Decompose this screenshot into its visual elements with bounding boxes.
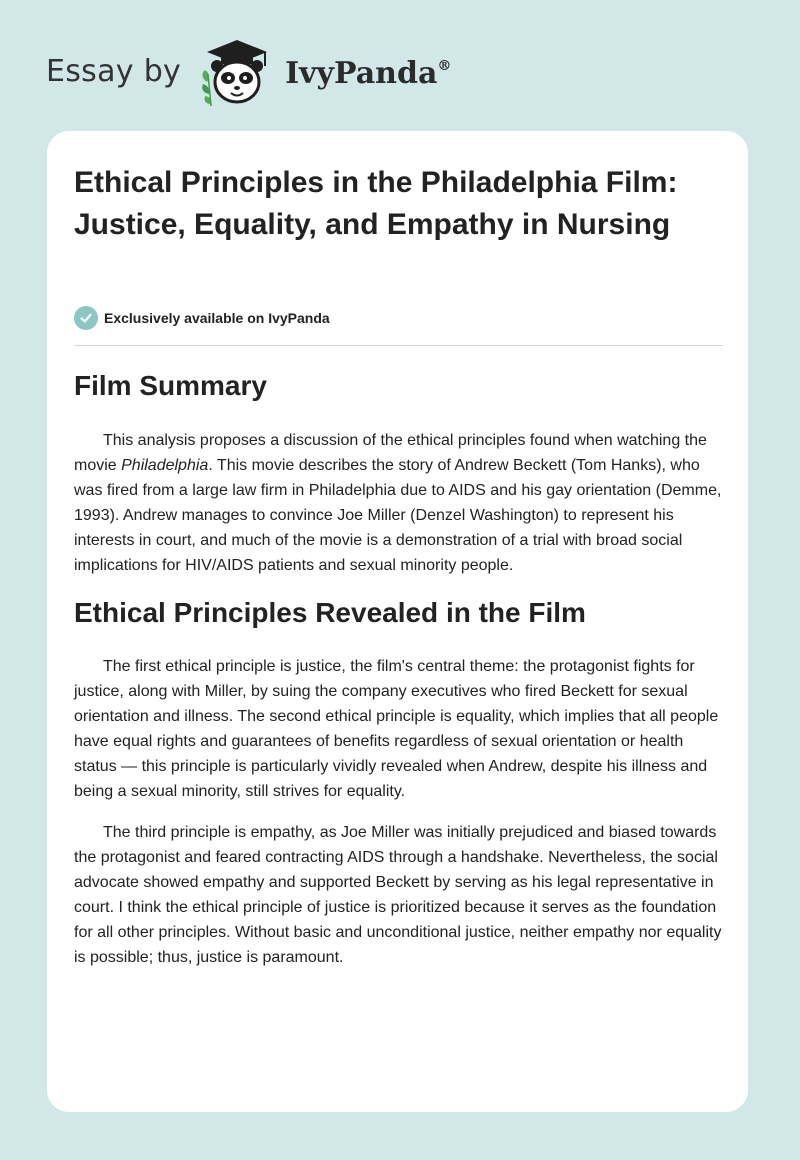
essay-card [47,131,748,1112]
paragraph-film-summary [74,428,729,578]
section-heading-ethical-principles: Ethical Principles Revealed in the Film [74,597,586,628]
paragraph-ethical-principles-2: The third principle is empathy, as Joe Miller was initially prejudiced and biased towards the protagonist and feared contracting AIDS through a handshake. Nevertheless, the social advocate showed empathy and supported Beckett by serving as his legal representative in court. I think the ethical principle of justice is prioritized because it serves as the foundation for all other principles. Without basic and unconditional justice, neither empathy nor equality is possible; thus, justice is paramount. [74,824,722,966]
paragraph-text: . This movie describes the story of Andrew Beckett (Tom Hanks), who was fired from a large law firm in Philadelphia due to AIDS and his gay orientation (Demme, 1993). Andrew manages to convince Joe Miller (Denzel Washington) to represent his interests in court, and much of the movie is a demonstration of a trial with broad social implications for HIV/AIDS patients and sexual minority people. [74,457,722,574]
essay-by-label: Essay by [46,53,182,89]
paragraph-text: This analysis proposes a discussion of the ethical principles found when watching the movie [74,432,707,474]
check-icon [74,306,98,330]
paragraph-ethical-principles-1: The first ethical principle is justice, the film's central theme: the protagonist fights for justice, along with Miller, by suing the company executives who fired Beckett for sexual orientation and illness. The second ethical principle is equality, which implies that all people have equal rights and guarantees of benefits regardless of sexual orientation or health status — this principle is particularly vividly revealed when Andrew, despite his illness and being a sexual minority, still strives for equality. [74,658,719,800]
registered-mark: ® [437,57,452,74]
ivypanda-panda-logo-icon[interactable] [195,36,279,108]
site-header [46,36,451,108]
page-title: Ethical Principles in the Philadelphia Film: Justice, Equality, and Empathy in Nursing [74,166,678,241]
brand-name[interactable]: IvyPanda® [285,55,452,91]
film-title-italic: Philadelphia [121,457,209,474]
badge-label: Exclusively available on IvyPanda [104,310,330,326]
divider [74,345,723,346]
exclusive-badge [74,306,330,330]
section-heading-film-summary: Film Summary [74,370,267,401]
